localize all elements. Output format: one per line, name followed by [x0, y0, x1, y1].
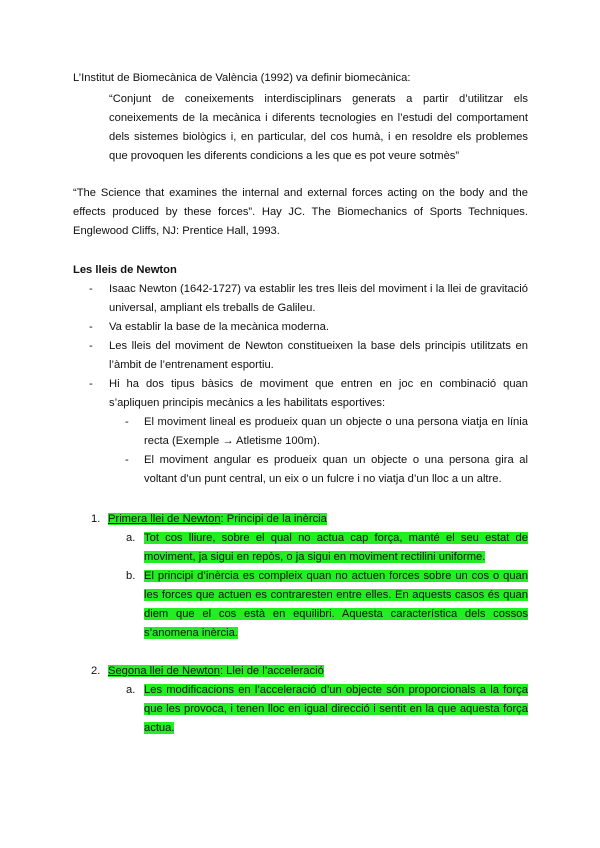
- law-title: Segona llei de Newton: [108, 665, 220, 677]
- law-title: Primera llei de Newton: [108, 513, 221, 525]
- item-letter: a.: [126, 532, 136, 544]
- sub-bullet-text: El moviment lineal es produeix quan un objecte o una persona viatja en línia recta (Exemple → Atletisme 100m).: [144, 416, 528, 447]
- dash-marker: -: [125, 416, 129, 428]
- law-heading-text: [108, 665, 324, 677]
- item-text: El principi d’inèrcia es compleix quan no actuen forces sobre un cos o quan les forces que actuen es contraresten entre elles. En aquests casos és quan diem que el cos està en equilibri. Aquesta característica dels cossos s’anomena inèrcia.: [144, 570, 528, 639]
- law-item: [73, 529, 528, 567]
- sub-list-item: [73, 451, 528, 489]
- definition-quote: “Conjunt de coneixements interdisciplinars generats a partir d’utilitzar els coneixements de la mecànica i diferents tecnologies en l’estudi del comportament dels sistemes biològics i, en particular, del cos humà, i en resoldre els problemes que provoquen les diferents condicions a les que es pot veure sotmès”: [109, 93, 528, 162]
- sub-bullet-text: El moviment angular es produeix quan un objecte o una persona gira al voltant d’un punt central, un eix o un fulcre i no viatja d’un lloc a un altre.: [144, 454, 528, 485]
- bullet-list: [73, 280, 528, 489]
- item-text: Tot cos lliure, sobre el qual no actua cap força, manté el seu estat de moviment, ja sigui en repòs, o ja sigui en moviment rectilini uniforme.: [144, 532, 528, 563]
- list-item: [73, 318, 528, 337]
- law-item: [73, 681, 528, 738]
- item-letter: b.: [126, 570, 136, 582]
- intro-paragraph: L’Institut de Biomecànica de València (1992) va definir biomecànica:: [73, 72, 411, 84]
- dash-marker: -: [89, 378, 93, 390]
- list-item: [73, 280, 528, 318]
- list-item: [73, 375, 528, 413]
- sub-list-item: [73, 413, 528, 451]
- law-number: 2.: [91, 665, 101, 677]
- dash-marker: -: [89, 321, 93, 333]
- law-section-2: [73, 662, 528, 738]
- law-item: [73, 567, 528, 643]
- law-heading: [73, 510, 528, 529]
- dash-marker: -: [89, 340, 93, 352]
- item-text: Les modificacions en l’acceleració d’un objecte són proporcionals a la força que les provoca, i tenen lloc en igual direcció i sentit en la que aquesta força actua.: [144, 684, 528, 734]
- bullet-text: Va establir la base de la mecànica moderna.: [109, 321, 329, 333]
- bullet-text: Les lleis del moviment de Newton constitueixen la base dels principis utilitzats en l’àmbit de l’entrenament esportiu.: [109, 340, 528, 371]
- law-section-1: [73, 510, 528, 643]
- english-quote: “The Science that examines the internal and external forces acting on the body and the effects produced by these forces”. Hay JC. The Biomechanics of Sports Techniques. Englewood Cliffs, NJ: Prentice Hall, 1993.: [73, 187, 528, 237]
- law-heading-text: [108, 513, 327, 525]
- dash-marker: -: [125, 454, 129, 466]
- law-heading: [73, 662, 528, 681]
- list-item: [73, 337, 528, 375]
- section-heading: Les lleis de Newton: [73, 264, 177, 276]
- dash-marker: -: [89, 283, 93, 295]
- bullet-text: Isaac Newton (1642-1727) va establir les tres lleis del moviment i la llei de gravitació universal, ampliant els treballs de Galileu.: [109, 283, 528, 314]
- law-subtitle: : Principi de la inèrcia: [220, 513, 327, 525]
- item-letter: a.: [126, 684, 136, 696]
- bullet-text: Hi ha dos tipus bàsics de moviment que entren en joc en combinació quan s’apliquen principis mecànics a les habilitats esportives:: [109, 378, 528, 409]
- law-subtitle: : Llei de l’acceleració: [219, 665, 324, 677]
- law-number: 1.: [91, 513, 101, 525]
